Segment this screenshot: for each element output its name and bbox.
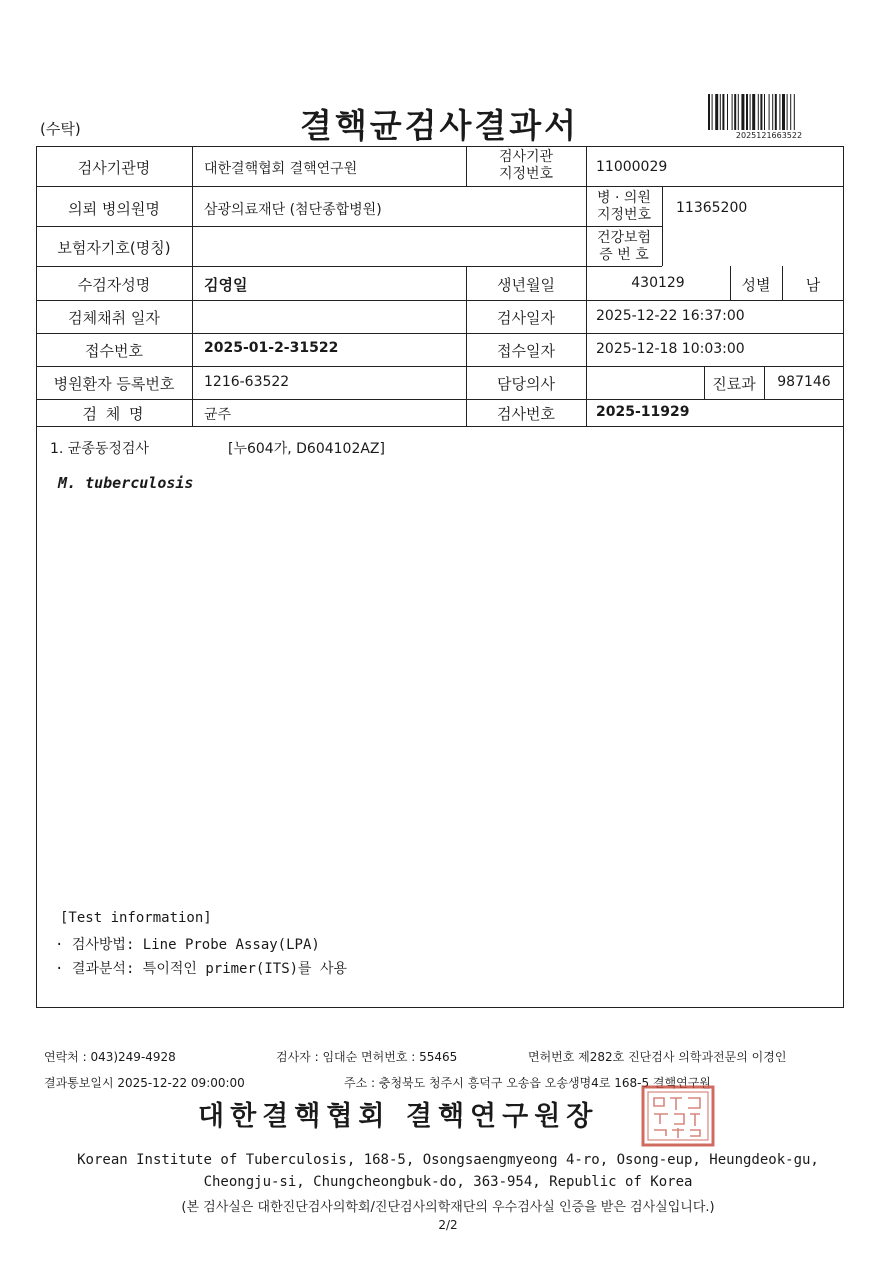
specimen-name: 균주 (204, 407, 232, 423)
hospital-code: 11365200 (676, 200, 748, 216)
specialist-info: 면허번호 제282호 진단검사 의학과전문의 이경인 (528, 1050, 787, 1064)
korean-address: 주소 : 충청북도 청주시 흥덕구 오송읍 오송생명4로 168-5 결핵연구원 (344, 1076, 711, 1090)
specimen-label: 검 체 명 (82, 405, 146, 423)
examiner-info: 검사자 : 임대순 면허번호 : 55465 (276, 1050, 458, 1064)
doctor-label: 담당의사 (497, 375, 555, 393)
page-number: 2/2 (438, 1218, 458, 1232)
test-number: 2025-11929 (596, 404, 690, 420)
consignment-tag: (수탁) (40, 120, 81, 138)
patient-name: 김영일 (204, 276, 248, 294)
identified-organism: M. tuberculosis (58, 474, 194, 492)
test-date-label: 검사일자 (497, 309, 555, 327)
hospital-name: 삼광의료재단 (첨단종합병원) (204, 202, 382, 218)
department-code: 987146 (777, 374, 831, 390)
patient-registration-number: 1216-63522 (204, 374, 290, 390)
test-number-label: 검사번호 (497, 405, 555, 423)
birth-label: 생년월일 (497, 276, 555, 294)
barcode (708, 94, 830, 130)
result-analysis: · 결과분석: 특이적인 primer(ITS)를 사용 (55, 961, 348, 977)
result-section-title: 1. 균종동정검사 (50, 441, 149, 457)
document-title: 결핵균검사결과서 (300, 106, 580, 145)
receipt-date: 2025-12-18 10:03:00 (596, 341, 745, 357)
barcode-number: 2025121663522 (735, 131, 803, 140)
test-information-title: [Test information] (60, 910, 212, 926)
test-method: · 검사방법: Line Probe Assay(LPA) (55, 937, 320, 953)
test-date: 2025-12-22 16:37:00 (596, 308, 745, 324)
lab-code: 11000029 (596, 159, 668, 175)
sex-value: 남 (805, 276, 821, 294)
hospital-code-label: 병 · 의원 지정번호 (596, 190, 652, 223)
receipt-number: 2025-01-2-31522 (204, 340, 339, 356)
english-address-line-1: Korean Institute of Tuberculosis, 168-5, Osongsaengmyeong 4-ro, Osong-eup, Heungdeok-gu, (77, 1152, 819, 1168)
hospital-label: 의뢰 병의원명 (68, 200, 160, 218)
result-code: [누604가, D604102AZ] (228, 441, 385, 457)
receipt-date-label: 접수일자 (497, 342, 555, 360)
english-address-line-2: Cheongju-si, Chungcheongbuk-do, 363-954, Republic of Korea (203, 1174, 693, 1190)
lab-name: 대한결핵협회 결핵연구원 (204, 161, 358, 177)
receipt-number-label: 접수번호 (85, 342, 143, 360)
patient-name-label: 수검자성명 (77, 276, 151, 294)
contact-phone: 연락처 : 043)249-4928 (44, 1050, 176, 1064)
collection-date-label: 검체채취 일자 (68, 309, 160, 327)
patient-registration-label: 병원환자 등록번호 (53, 375, 175, 393)
certification-note: (본 검사실은 대한진단검사의학회/진단검사의학재단의 우수검사실 인증을 받은 검사실입니다.) (181, 1200, 715, 1215)
health-insurance-label: 건강보험 증 번 호 (596, 230, 652, 263)
birth-date: 430129 (631, 275, 685, 291)
insurer-label: 보험자기호(명칭) (57, 239, 171, 257)
report-date: 결과통보일시 2025-12-22 09:00:00 (44, 1076, 245, 1090)
institute-name: 대한결핵협회 결핵연구원장 (198, 1101, 599, 1132)
sex-label: 성별 (741, 276, 771, 294)
department-label: 진료과 (712, 375, 756, 393)
lab-name-label: 검사기관명 (77, 159, 151, 177)
lab-code-label: 검사기관 지정번호 (498, 149, 554, 182)
official-seal-icon (640, 1084, 716, 1148)
